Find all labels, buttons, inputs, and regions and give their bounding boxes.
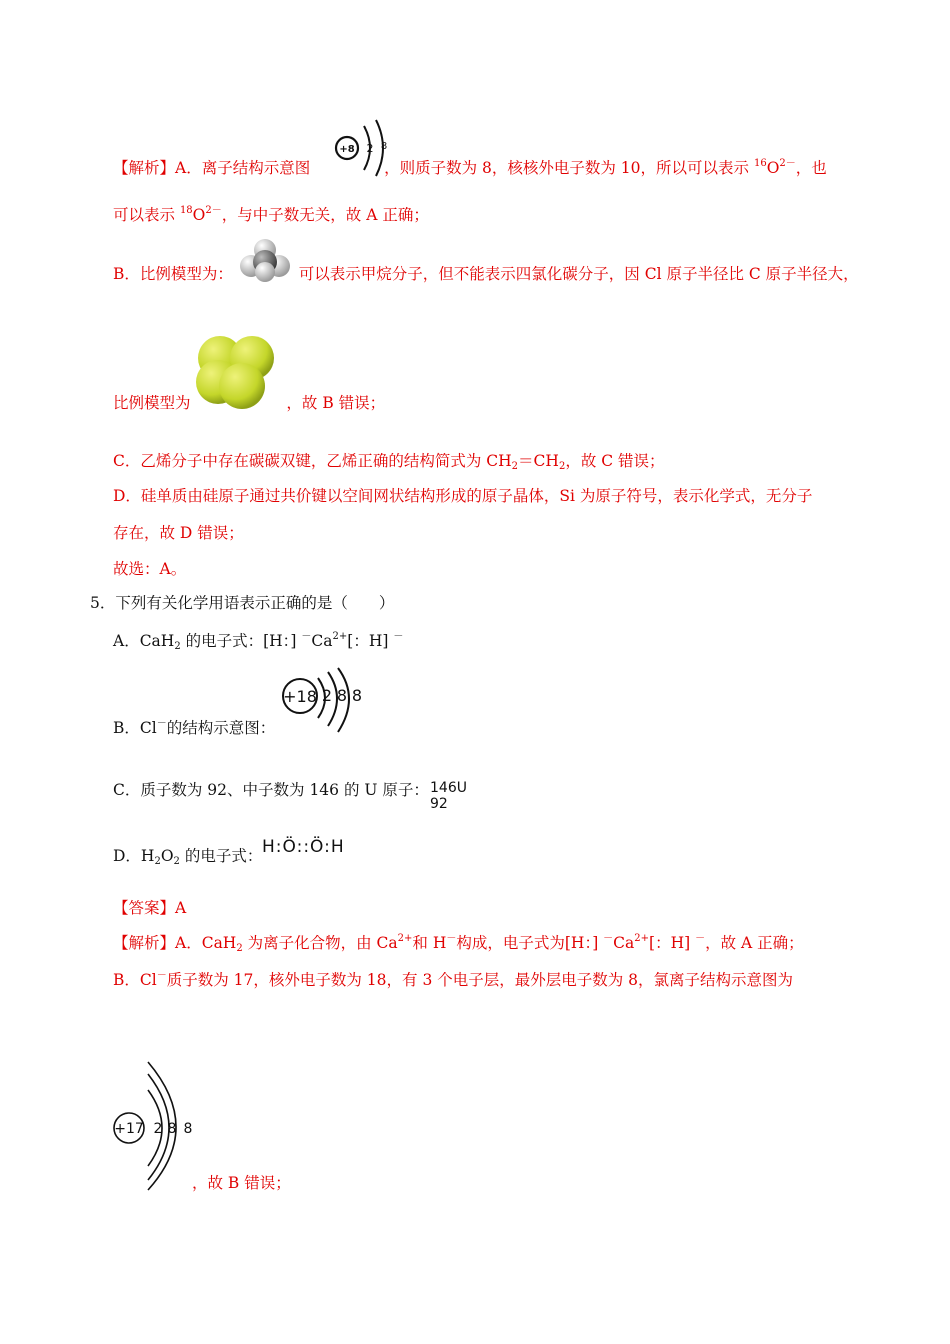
h2o2-electron-formula: H:Ö::Ö:H <box>262 837 345 857</box>
chloride-17-diagram <box>112 1062 204 1190</box>
shell-count: 2 <box>321 686 333 705</box>
shell-count: 8 <box>380 141 388 152</box>
shell-count: 2 <box>366 142 374 155</box>
explanation-label: 【解析】A．离子结构示意图 <box>113 159 311 177</box>
sol5-answer: 【答案】A <box>113 899 187 917</box>
shell-count: 8 <box>351 686 363 705</box>
nucleus-label: +17 <box>114 1121 144 1137</box>
uranium-atomic-number: 92 <box>430 796 448 812</box>
q5-option-c: C．质子数为 92、中子数为 146 的 U 原子： <box>113 781 429 799</box>
nucleus-label: +8 <box>339 144 355 155</box>
uranium-notation <box>430 780 467 812</box>
s4-a-line2: 可以表示 $^{18}O^{2-}$，与中子数无关，故 A 正确； <box>113 205 429 224</box>
s4-b-line2: 比例模型为 ，故 B 错误； <box>113 394 386 412</box>
shell-count: 8 <box>336 686 348 705</box>
shell-count: 2 <box>153 1121 163 1137</box>
s4-d-line2: 存在，故 D 错误； <box>113 524 244 542</box>
sol5-b-line: B．Cl－质子数为 17，核外电子数为 18，有 3 个电子层，最外层电子数为 8，氯离子结构示意图为 <box>113 970 794 989</box>
s4-a-line1: 【解析】A．离子结构示意图 ，则质子数为 8，核核外电子数为 10，所以可以表示 $^{16}O^{2-}$，也 <box>113 158 827 177</box>
nucleus-label: +18 <box>283 687 317 706</box>
sol5-b-suffix: ，故 B 错误； <box>192 1174 291 1192</box>
s4-b-line1: B．比例模型为： 可以表示甲烷分子，但不能表示四氯化碳分子，因 Cl 原子半径比 C 原子半径大， <box>113 265 859 283</box>
sol5-a-line: 【解析】A．CaH$_2$ 为离子化合物，由 $Ca^{2+}$和 H－构成，电子式为[H：] $^-Ca^{2+}$[：H] －，故 A 正确； <box>113 933 804 954</box>
oxide-ion-diagram <box>332 118 396 176</box>
uranium-mass-symbol: 146U <box>430 780 467 796</box>
s4-d-line1: D．硅单质由硅原子通过共价键以空间网状结构形成的原子晶体，Si 为原子符号，表示化学式，无分子 <box>113 487 813 505</box>
ccl4-model-image <box>190 330 282 410</box>
q5-stem: 5．下列有关化学用语表示正确的是（ ） <box>90 594 395 612</box>
s4-c-line: C．乙烯分子中存在碳碳双键，乙烯正确的结构简式为 $CH_2=CH_2$，故 C 错误； <box>113 452 665 472</box>
shell-count: 8 <box>183 1121 193 1137</box>
chloride-18-diagram <box>280 668 366 734</box>
shell-count: 8 <box>167 1121 177 1137</box>
s4-answer-pick: 故选：A。 <box>113 560 187 578</box>
q5-option-b: B．Cl－的结构示意图： <box>113 718 276 737</box>
q5-option-d: D．$H_2O_2$ 的电子式： <box>113 847 263 867</box>
methane-model-image <box>238 236 292 282</box>
q5-option-a: A．CaH$_2$ 的电子式：[H：] $^-Ca^{2+}$[：H] － <box>113 631 404 652</box>
